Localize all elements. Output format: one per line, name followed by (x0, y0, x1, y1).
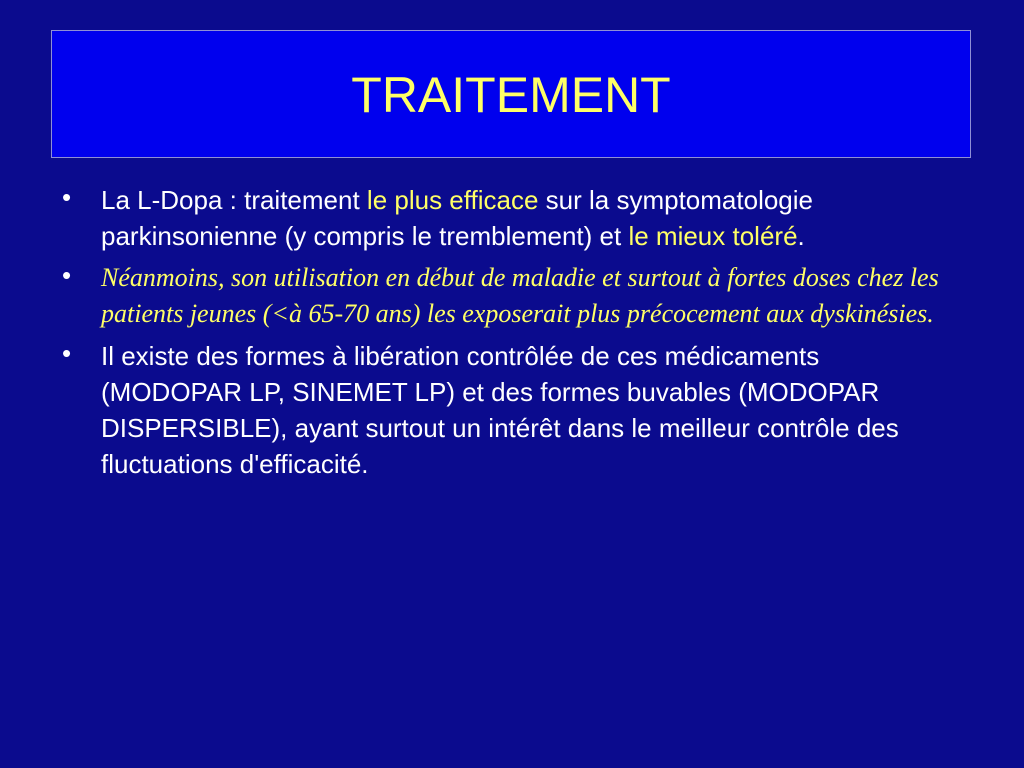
bullet-text-italic: Néanmoins, son utilisation en début de maladie et surtout à fortes doses chez les patients jeunes (<à 65-70 ans) les exposerait plus précocement aux dyskinésies. (101, 263, 939, 328)
highlight-most-effective: le plus efficace (366, 185, 539, 215)
bullet-marker: • (62, 338, 72, 368)
bullet-marker: • (62, 182, 72, 212)
bullet-item-release-forms (62, 338, 962, 482)
bullet-item-l-dopa (62, 182, 962, 254)
bullet-text (101, 182, 962, 254)
highlight-best-tolerated: le mieux toléré (628, 221, 798, 251)
bullet-marker: • (62, 260, 72, 290)
title-box (51, 30, 971, 158)
slide-title: TRAITEMENT (351, 67, 671, 123)
bullet-text: Il existe des formes à libération contrôlée de ces médicaments (MODOPAR LP, SINEMET LP) et des formes buvables (MODOPAR DISPERSIBLE), ayant surtout un intérêt dans le meilleur contrôle des fluctuations d'efficacité. (101, 341, 899, 479)
bullet-list (62, 182, 962, 488)
bullet-text-part: sur la symptomatologie parkinsonienne (y compris le tremblement) et (101, 185, 813, 251)
bullet-item-nevertheless (62, 260, 962, 332)
bullet-text-part: La L-Dopa : traitement (101, 185, 367, 215)
bullet-text-part: . (797, 221, 805, 251)
